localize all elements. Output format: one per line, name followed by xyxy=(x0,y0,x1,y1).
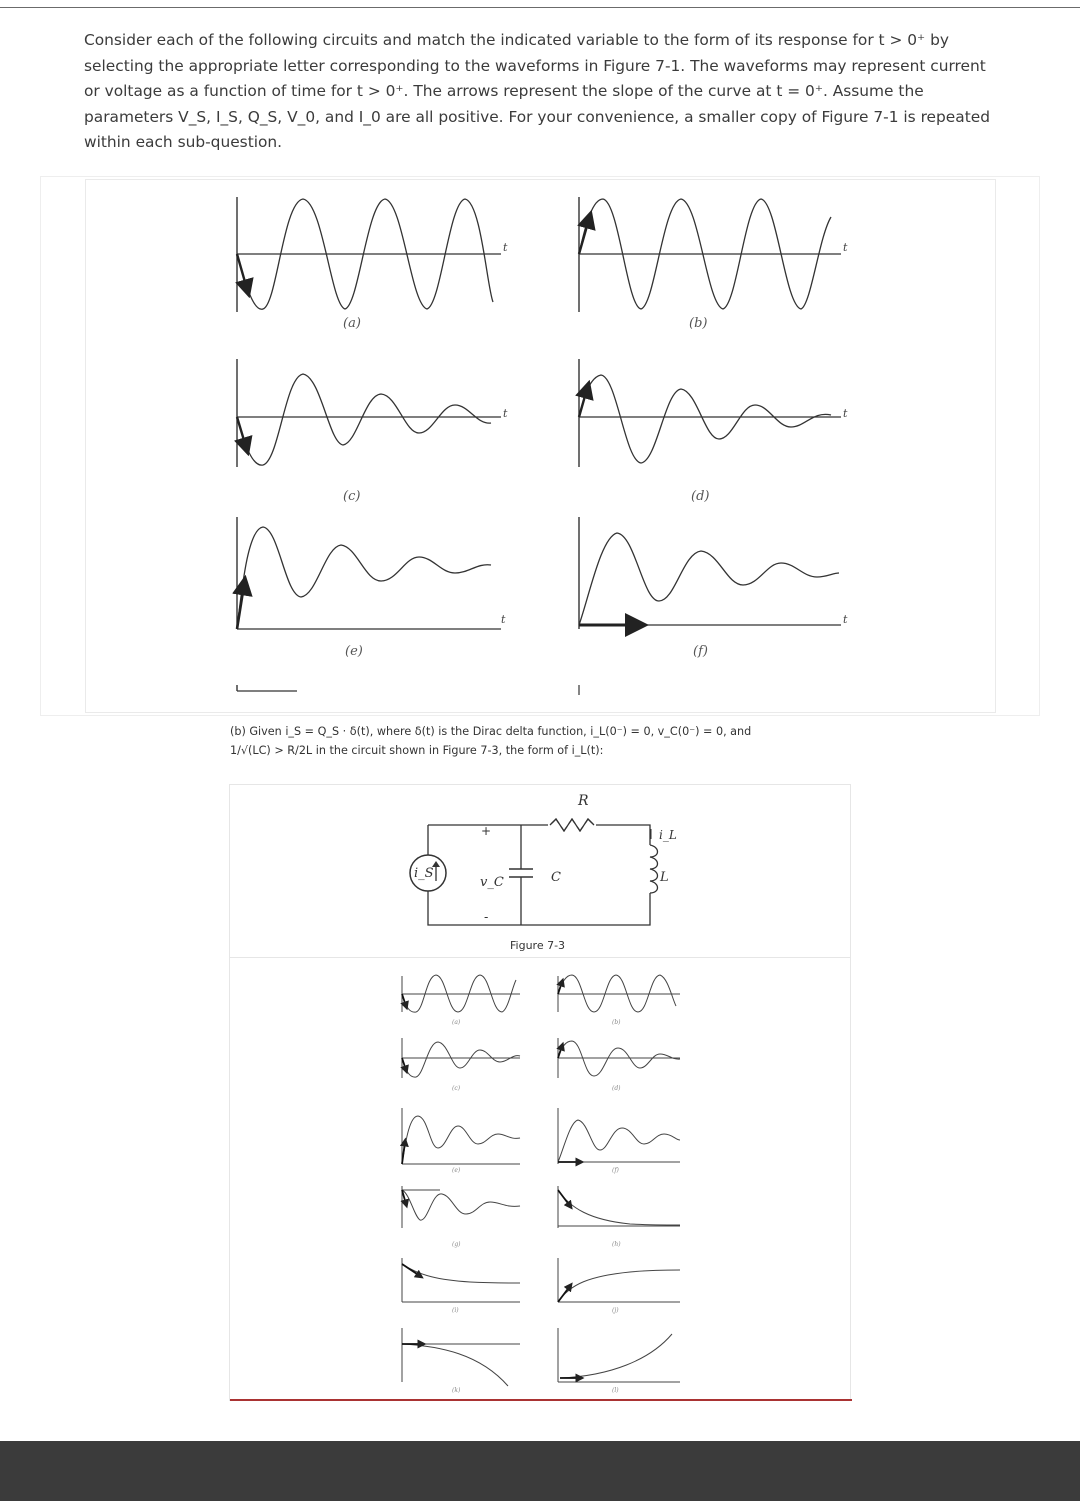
small-caption-d: (d) xyxy=(612,1085,621,1092)
capacitor-label: C xyxy=(551,870,561,885)
bottom-accent-line xyxy=(230,1399,852,1401)
small-caption-c: (c) xyxy=(452,1085,461,1092)
waveform-f-caption: (f) xyxy=(693,644,708,659)
subquestion-b-line1: (b) Given i_S = Q_S · δ(t), where δ(t) is the Dirac delta function, i_L(0⁻) = 0, v_C(0⁻) = 0, and xyxy=(230,725,752,738)
axis-label-t: t xyxy=(843,613,848,626)
axis-label-t: t xyxy=(503,241,508,254)
waveform-e xyxy=(237,517,506,659)
small-caption-b: (b) xyxy=(612,1019,621,1026)
small-caption-l: (l) xyxy=(612,1387,619,1394)
axis-label-t: t xyxy=(843,407,848,420)
source-label: i_S xyxy=(414,866,434,881)
figure-7-3-caption: Figure 7-3 xyxy=(510,939,566,952)
waveform-b-caption: (b) xyxy=(689,316,708,331)
subquestion-b-line2: 1/√(LC) > R/2L in the circuit shown in Figure 7-3, the form of i_L(t): xyxy=(230,744,604,757)
small-caption-j: (j) xyxy=(612,1307,619,1314)
waveform-a xyxy=(237,197,508,331)
waveform-b xyxy=(579,197,848,331)
waveform-c xyxy=(237,359,508,504)
small-caption-a: (a) xyxy=(452,1019,461,1026)
figure-7-1-waveforms xyxy=(41,177,1041,717)
vc-label: v_C xyxy=(480,875,504,890)
small-caption-k: (k) xyxy=(452,1387,461,1394)
axis-label-t: t xyxy=(843,241,848,254)
inductor-label: L xyxy=(660,870,669,885)
small-caption-g: (g) xyxy=(452,1241,461,1248)
minus-sign: - xyxy=(484,910,489,924)
axis-label-t: t xyxy=(501,613,506,626)
figure-7-1-panel xyxy=(40,176,1040,716)
small-caption-f: (f) xyxy=(612,1167,619,1174)
waveform-c-caption: (c) xyxy=(343,489,361,504)
resistor-label: R xyxy=(578,793,589,809)
intro-text: Consider each of the following circuits and match the indicated variable to the form of its response for t > 0⁺ by selecting the appropriate letter corresponding to the waveforms in Figure 7-1. The waveforms may represent current or voltage as a function of time for t > 0⁺. The arrows represent the slope of the curve at t = 0⁺. Assume the parameters V_S, I_S, Q_S, V_0, and I_0 are all positive. For your convenience, a smaller copy of Figure 7-1 is repeated within each sub-question. xyxy=(84,31,990,151)
bottom-navigation-bar xyxy=(0,1441,1080,1501)
small-caption-i: (i) xyxy=(452,1307,459,1314)
small-caption-e: (e) xyxy=(452,1167,461,1174)
waveform-d-caption: (d) xyxy=(691,489,710,504)
plus-sign: + xyxy=(481,824,492,838)
waveform-d xyxy=(579,359,848,504)
axis-label-t: t xyxy=(503,407,508,420)
subquestion-b xyxy=(230,722,870,760)
circuit-diagram xyxy=(230,785,852,955)
small-waveforms xyxy=(230,958,852,1402)
small-figure-copy xyxy=(229,957,851,1401)
circuit-figure-7-3 xyxy=(229,784,851,958)
waveform-e-caption: (e) xyxy=(345,644,363,659)
waveform-f xyxy=(579,517,848,659)
small-caption-h: (h) xyxy=(612,1241,621,1248)
question-intro xyxy=(84,28,1004,156)
waveform-a-caption: (a) xyxy=(343,316,361,331)
top-divider xyxy=(0,7,1080,8)
il-label: i_L xyxy=(659,828,677,842)
